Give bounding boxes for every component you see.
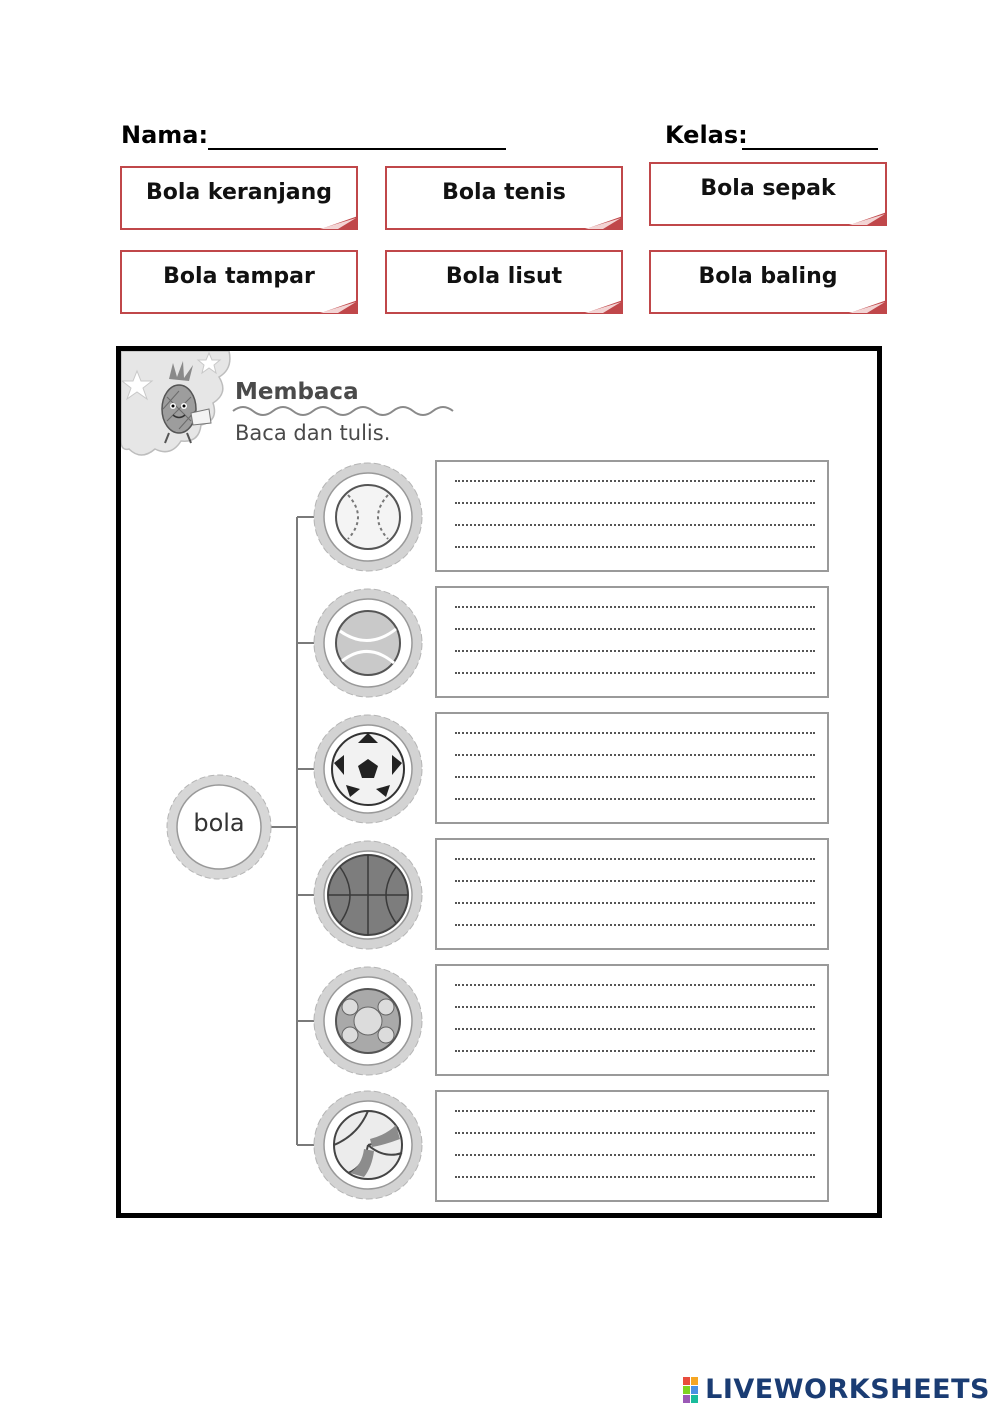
tennis-ball-icon (336, 611, 400, 675)
word-card-bola-baling[interactable] (649, 250, 887, 314)
page-fold-icon (847, 300, 887, 314)
writing-box-2[interactable] (435, 586, 829, 698)
soccer-ball-icon (332, 733, 404, 805)
word-card-bola-tampar[interactable] (120, 250, 358, 314)
page-fold-icon (583, 216, 623, 230)
page-fold-icon (847, 212, 887, 226)
writing-box-1[interactable] (435, 460, 829, 572)
liveworksheets-logo-icon (683, 1377, 705, 1403)
ball-badges (314, 463, 422, 1199)
footer-brand (683, 1374, 990, 1405)
word-card-bola-lisut[interactable] (385, 250, 623, 314)
name-label: Nama: (121, 121, 209, 149)
activity-title: Membaca (235, 379, 359, 405)
tree-connector (271, 517, 317, 1145)
footer-brand-text: LIVEWORKSHEETS (705, 1374, 990, 1405)
writing-box-3[interactable] (435, 712, 829, 824)
activity-frame (116, 346, 882, 1218)
basketball-icon (328, 855, 408, 935)
word-card-bola-sepak[interactable] (649, 162, 887, 226)
word-card-label: Bola tenis (442, 179, 566, 205)
volleyball-icon (334, 1111, 402, 1179)
word-card-label: Bola lisut (445, 263, 563, 289)
name-field[interactable] (208, 148, 506, 150)
writing-box-6[interactable] (435, 1090, 829, 1202)
page-fold-icon (583, 300, 623, 314)
activity-instruction: Baca dan tulis. (235, 421, 391, 445)
word-card-label: Bola tampar (163, 263, 315, 289)
writing-box-4[interactable] (435, 838, 829, 950)
word-card-bola-keranjang[interactable] (120, 166, 358, 230)
center-word: bola (193, 809, 245, 837)
title-wave-decoration (233, 407, 453, 415)
page-fold-icon (318, 300, 358, 314)
word-card-bola-tenis[interactable] (385, 166, 623, 230)
page-fold-icon (318, 216, 358, 230)
word-card-label: Bola baling (698, 263, 838, 289)
class-field[interactable] (742, 148, 878, 150)
word-card-label: Bola keranjang (145, 179, 333, 205)
word-card-label: Bola sepak (700, 175, 836, 201)
class-label: Kelas: (665, 121, 748, 149)
writing-box-5[interactable] (435, 964, 829, 1076)
baseball-icon (336, 485, 400, 549)
sepak-takraw-ball-icon (336, 989, 400, 1053)
